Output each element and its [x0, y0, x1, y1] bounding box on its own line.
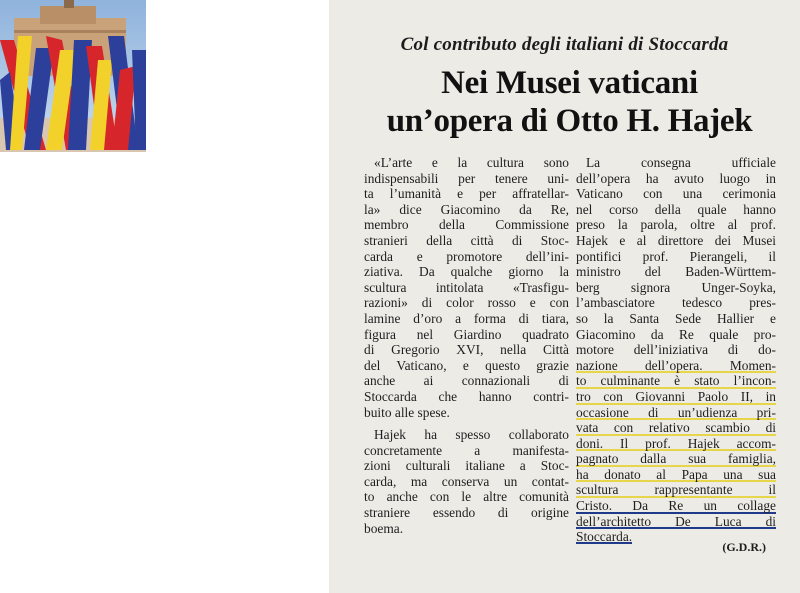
text-line-content: di Gregorio XVI, nella Città: [364, 342, 569, 358]
text-line-content: Hajek ha spesso collaborato: [374, 427, 569, 443]
highlighted-text: doni. Il prof. Hajek accom-: [576, 435, 776, 451]
text-line-content: La consegna ufficiale: [586, 155, 776, 170]
highlighted-text: vata con relativo scambio di: [576, 420, 776, 436]
text-line: [576, 498, 776, 514]
text-line: [576, 202, 776, 218]
text-line-content: buito alle spese.: [364, 404, 450, 420]
text-line-content: indispensabili per tenere uni-: [364, 170, 569, 186]
text-line: [364, 427, 569, 443]
highlighted-text: nazione dell’opera. Momen-: [576, 357, 776, 373]
article-column-right: [576, 155, 776, 545]
text-line: [576, 514, 776, 530]
highlighted-text: Cristo. Da Re un collage: [576, 498, 776, 514]
text-line: [576, 389, 776, 405]
text-line: [364, 327, 569, 343]
text-line-content: stranieri della città di Stoc-: [364, 232, 569, 248]
text-line-content: l’ambasciatore tedesco pres-: [576, 295, 776, 311]
text-line-content: ta l’umanità e per affratellar-: [364, 186, 569, 202]
highlighted-text: ha donato al Papa una sua: [576, 466, 776, 482]
text-line: [364, 489, 569, 505]
text-line-content: membro della Commissione: [364, 217, 569, 233]
text-line: [576, 311, 776, 327]
highlighted-text: scultura rappresentante il: [576, 482, 776, 498]
highlighted-text: to culminante è stato l’incon-: [576, 373, 776, 389]
text-line-content: straniere essendo di origine: [364, 505, 569, 521]
text-line-content: ministro del Baden-Württem-: [576, 264, 776, 280]
headline-line: un’opera di Otto H. Hajek: [386, 103, 753, 139]
text-line: [576, 436, 776, 452]
text-line: [364, 521, 569, 537]
text-line-content: berg signora Unger-Soyka,: [576, 279, 776, 295]
text-line-content: Vaticano con una cerimonia: [576, 186, 776, 202]
text-line-content: so la Santa Sede Hallier e: [576, 310, 776, 326]
text-line-content: zioni culturali italiane a Stoc-: [364, 458, 569, 474]
text-line-content: to anche con le altre comunità: [364, 489, 569, 505]
text-line: [364, 311, 569, 327]
text-line: [364, 171, 569, 187]
highlighted-text: Stoccarda.: [576, 529, 633, 545]
text-line: [364, 474, 569, 490]
text-line: [364, 217, 569, 233]
text-line: [576, 451, 776, 467]
highlighted-text: dell’architetto De Luca di: [576, 513, 776, 529]
text-line: [364, 443, 569, 459]
text-line-content: anche ai connazionali di: [364, 373, 569, 389]
text-line: [576, 295, 776, 311]
text-line: [364, 458, 569, 474]
text-line: [364, 280, 569, 296]
text-line: [576, 280, 776, 296]
text-line: [576, 467, 776, 483]
text-line: [576, 358, 776, 374]
text-line: [576, 420, 776, 436]
text-line: [576, 171, 776, 187]
artwork-thumbnail: [0, 0, 146, 152]
text-line-content: Stoccarda che hanno contri-: [364, 388, 569, 404]
text-line-content: pontifici prof. Pierangeli, il: [576, 248, 776, 264]
text-line-content: scultura intitolata «Trasfigu-: [364, 279, 569, 295]
text-line-content: preso la parola, oltre al prof.: [576, 217, 776, 233]
text-line-content: «L’arte e la cultura sono: [374, 155, 569, 170]
text-line-content: razioni» di color rosso e con: [364, 295, 569, 311]
text-line: [364, 202, 569, 218]
text-line-content: del Vaticano, e questo grazie: [364, 357, 569, 373]
text-line: [576, 373, 776, 389]
text-line: [364, 342, 569, 358]
text-line-content: Hajek e al direttore dei Musei: [576, 232, 776, 248]
text-line: [364, 295, 569, 311]
article-signature: (G.D.R.): [722, 540, 766, 554]
text-line: [364, 505, 569, 521]
text-line: [576, 186, 776, 202]
text-line: [576, 327, 776, 343]
text-line: [364, 373, 569, 389]
headline-line: Nei Musei vaticani: [441, 65, 698, 101]
text-line-content: boema.: [364, 520, 404, 536]
text-line: [576, 405, 776, 421]
article-column-left: [364, 155, 569, 536]
text-line: [364, 249, 569, 265]
paragraph-gap: [364, 420, 569, 427]
text-line-content: nel corso della quale hanno: [576, 201, 776, 217]
text-line-content: figura nel Giardino quadrato: [364, 326, 569, 342]
text-line: [576, 482, 776, 498]
text-line-content: lamine d’oro a forma di tiara,: [364, 310, 569, 326]
text-line: [576, 342, 776, 358]
text-line: [364, 264, 569, 280]
text-line-content: carda, ma conserva un contat-: [364, 473, 569, 489]
text-line: [364, 358, 569, 374]
text-line: [576, 249, 776, 265]
text-line: [364, 233, 569, 249]
highlighted-text: tro con Giovanni Paolo II, in: [576, 388, 776, 404]
newspaper-clipping: [329, 0, 800, 593]
text-line: [364, 186, 569, 202]
highlighted-text: occasione di un’udienza pri-: [576, 404, 776, 420]
text-line: [364, 155, 569, 171]
text-line: [576, 233, 776, 249]
text-line-content: Giacomino da Re quale pro-: [576, 326, 776, 342]
article-headline: [359, 64, 780, 140]
text-line: [576, 264, 776, 280]
text-line-content: carda e promotore dell’ini-: [364, 248, 569, 264]
text-line: [576, 217, 776, 233]
highlighted-text: pagnato dalla sua famiglia,: [576, 451, 776, 467]
text-line-content: ziativa. Da qualche giorno la: [364, 264, 569, 280]
text-line-content: concretamente a manifesta-: [364, 442, 569, 458]
text-line: [364, 389, 569, 405]
text-line-content: la» dice Giacomino da Re,: [364, 201, 569, 217]
text-line: [576, 155, 776, 171]
article-kicker: Col contributo degli italiani di Stoccarda: [400, 34, 729, 55]
text-line: [364, 405, 569, 421]
text-line-content: dell’opera ha avuto luogo in: [576, 170, 776, 186]
text-line-content: motore dell’iniziativa di do-: [576, 342, 776, 358]
